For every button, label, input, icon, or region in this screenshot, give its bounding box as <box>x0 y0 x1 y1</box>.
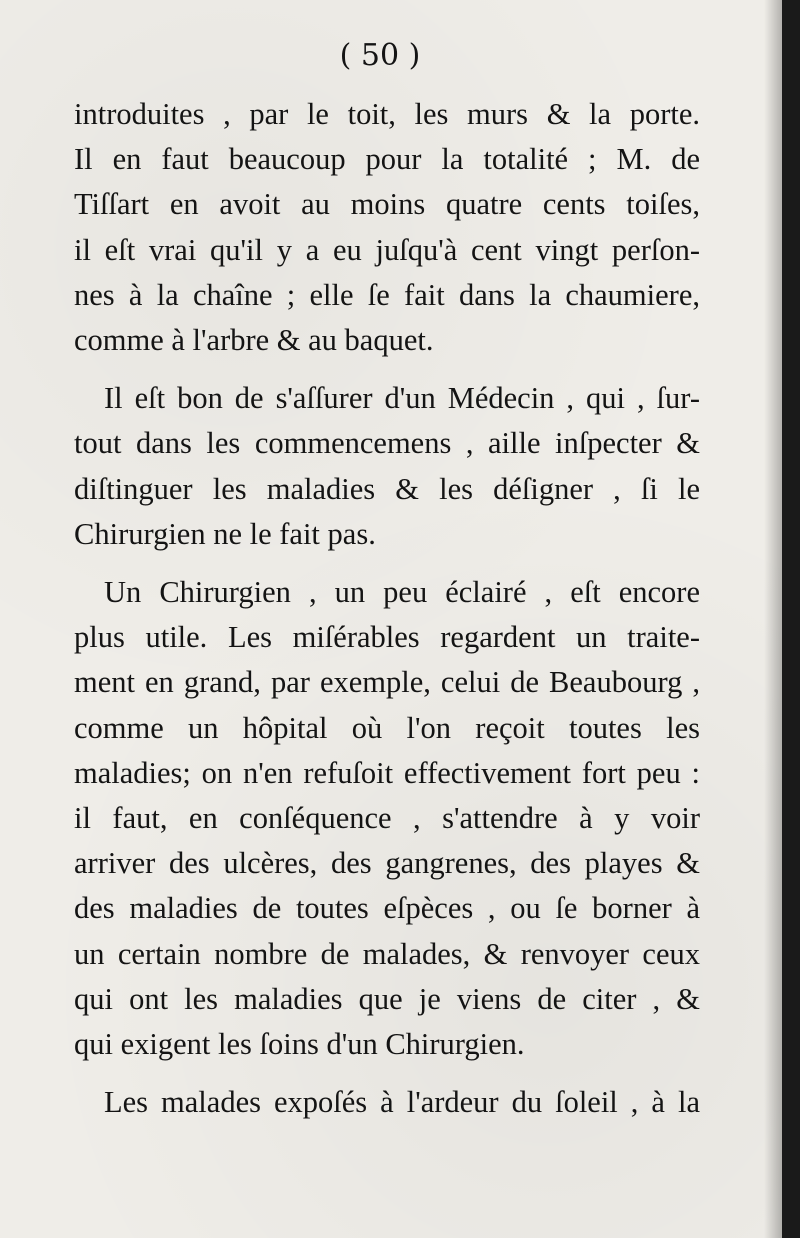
text-line: tout dans les commencemens , aille inſpecter & <box>74 426 700 461</box>
text-line: Un Chirurgien , un peu éclairé , eſt encore <box>104 575 700 610</box>
text-line: Les malades expoſés à l'ardeur du ſoleil , à la <box>104 1085 700 1120</box>
text-line: des maladies de toutes eſpèces , ou ſe borner à <box>74 891 700 926</box>
text-line: Il eſt bon de s'aſſurer d'un Médecin , qui , ſur- <box>104 381 700 416</box>
text-line: diſtinguer les maladies & les déſigner , ſi le <box>74 471 700 506</box>
text-line: il faut, en conſéquence , s'attendre à y voir <box>74 801 700 836</box>
text-line: arriver des ulcères, des gangrenes, des playes & <box>74 846 700 881</box>
text-line: maladies; on n'en refuſoit effectivement fort peu : <box>74 755 700 790</box>
text-line: Chirurgien ne le fait pas. <box>74 516 376 551</box>
text-line: qui exigent les ſoins d'un Chirurgien. <box>74 1027 525 1062</box>
text-line: nes à la chaîne ; elle ſe fait dans la chaumiere, <box>74 277 700 312</box>
paragraph-3 <box>74 570 700 1067</box>
page-body-text <box>74 92 700 1125</box>
text-line: comme à l'arbre & au baquet. <box>74 323 434 358</box>
text-line: il eſt vrai qu'il y a eu juſqu'à cent vingt perſon- <box>74 232 700 267</box>
text-line: qui ont les maladies que je viens de citer , & <box>74 981 700 1016</box>
text-line: ment en grand, par exemple, celui de Beaubourg , <box>74 665 700 700</box>
page-number: ( 50 ) <box>339 38 421 73</box>
paragraph-4 <box>74 1080 700 1125</box>
paragraph-2 <box>74 376 700 557</box>
text-line: plus utile. Les miſérables regardent un traite- <box>74 620 700 655</box>
paragraph-1 <box>74 92 700 363</box>
text-line: Tiſſart en avoit au moins quatre cents toiſes, <box>74 187 700 222</box>
text-line: Il en faut beaucoup pour la totalité ; M. de <box>74 142 700 177</box>
page-edge-shadow <box>764 0 782 1238</box>
text-line: un certain nombre de malades, & renvoyer ceux <box>74 936 700 971</box>
text-line: comme un hôpital où l'on reçoit toutes les <box>74 710 700 745</box>
text-line: introduites , par le toit, les murs & la porte. <box>74 97 700 131</box>
